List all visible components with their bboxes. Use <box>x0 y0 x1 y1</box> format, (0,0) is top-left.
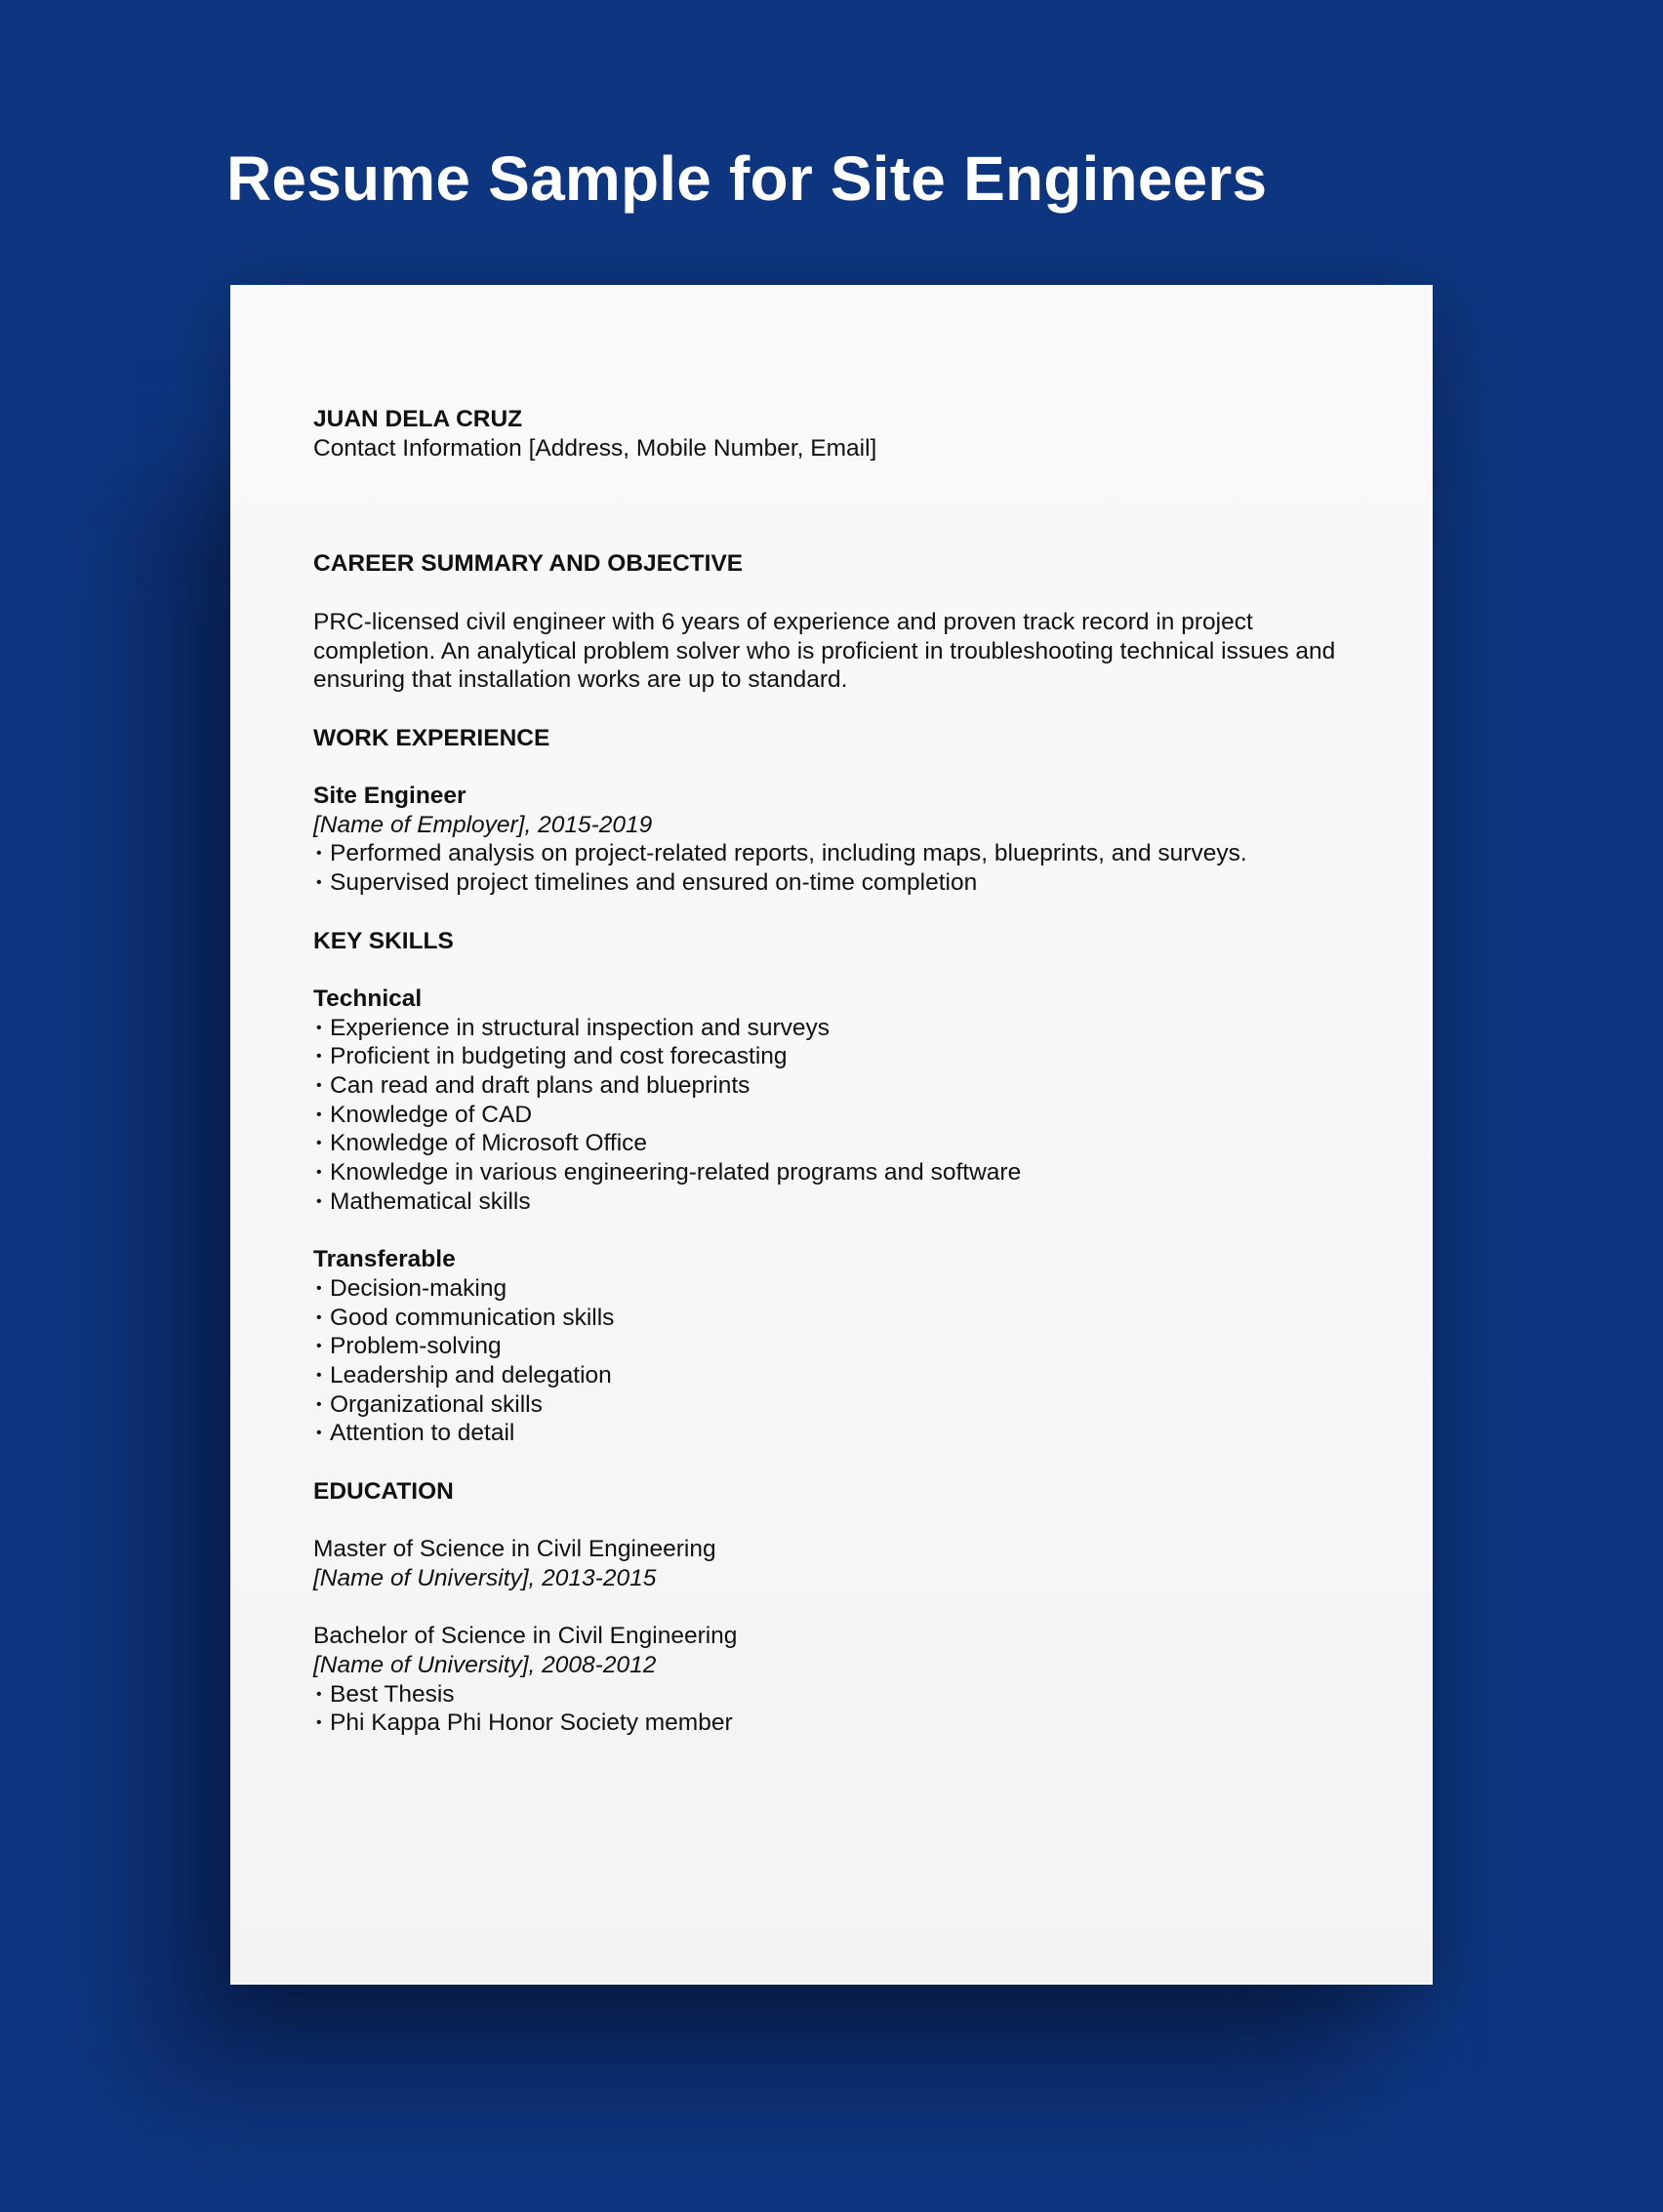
job-bullet <box>313 839 1367 868</box>
bullet-icon: • <box>316 1367 322 1385</box>
spacer <box>313 1593 1367 1623</box>
bullet-icon: • <box>316 1106 322 1123</box>
bullet-icon: • <box>316 1048 322 1066</box>
summary-line: PRC-licensed civil engineer with 6 years of experience and proven track record in project <box>313 608 1253 635</box>
bullet-icon: • <box>316 1685 322 1703</box>
bullet-icon: • <box>316 1019 322 1036</box>
job-bullet-text: Supervised project timelines and ensured on-time completion <box>330 869 978 897</box>
spacer <box>313 1217 1367 1246</box>
resume-paper <box>230 285 1433 1985</box>
skill-item <box>313 1187 1367 1217</box>
skill-item <box>313 1042 1367 1071</box>
bullet-icon: • <box>316 1279 322 1297</box>
degree-bullet <box>313 1680 1367 1709</box>
skill-group-title: Technical <box>313 985 423 1012</box>
skill-text: Problem-solving <box>330 1333 502 1360</box>
page-title: Resume Sample for Site Engineers <box>226 143 1268 214</box>
skill-item <box>313 1332 1367 1361</box>
resume-content <box>313 405 1367 1738</box>
skill-text: Decision-making <box>330 1274 507 1302</box>
section-heading-summary: CAREER SUMMARY AND OBJECTIVE <box>313 550 744 578</box>
degree-bullet-text: Phi Kappa Phi Honor Society member <box>330 1709 733 1737</box>
bullet-icon: • <box>316 845 322 863</box>
bullet-icon: • <box>316 1425 322 1442</box>
job-title: Site Engineer <box>313 783 466 810</box>
section-heading-work: WORK EXPERIENCE <box>313 724 550 751</box>
section-heading-skills: KEY SKILLS <box>313 927 454 954</box>
skill-item <box>313 1129 1367 1158</box>
degree-bullet-text: Best Thesis <box>330 1680 455 1708</box>
spacer <box>313 955 1367 985</box>
spacer <box>313 695 1367 724</box>
skill-item <box>313 1071 1367 1101</box>
skill-item <box>313 1390 1367 1420</box>
spacer <box>313 1448 1367 1477</box>
job-employer: [Name of Employer], 2015-2019 <box>313 811 653 838</box>
bullet-icon: • <box>316 1164 322 1182</box>
skill-text: Proficient in budgeting and cost forecasting <box>330 1043 788 1070</box>
skill-item <box>313 1361 1367 1390</box>
spacer <box>313 752 1367 782</box>
spacer <box>313 898 1367 927</box>
bullet-icon: • <box>316 874 322 892</box>
spacer <box>313 1507 1367 1536</box>
spacer <box>313 579 1367 608</box>
job-bullet <box>313 868 1367 898</box>
skill-item <box>313 1158 1367 1187</box>
degree-school: [Name of University], 2008-2012 <box>313 1652 657 1679</box>
skill-text: Attention to detail <box>330 1420 515 1447</box>
skill-text: Knowledge of Microsoft Office <box>330 1130 648 1157</box>
skill-text: Experience in structural inspection and surveys <box>330 1014 831 1041</box>
skill-text: Knowledge of CAD <box>330 1101 533 1128</box>
skill-item <box>313 1014 1367 1043</box>
job-bullet-text: Performed analysis on project-related reports, including maps, blueprints, and surveys. <box>330 840 1247 867</box>
skill-text: Organizational skills <box>330 1390 543 1418</box>
skill-text: Mathematical skills <box>330 1187 531 1215</box>
candidate-name: JUAN DELA CRUZ <box>313 406 523 432</box>
spacer <box>313 521 1367 550</box>
degree-bullet <box>313 1709 1367 1738</box>
degree-school: [Name of University], 2013-2015 <box>313 1564 657 1591</box>
skill-item <box>313 1274 1367 1304</box>
bullet-icon: • <box>316 1308 322 1326</box>
skill-item <box>313 1304 1367 1333</box>
skill-text: Knowledge in various engineering-related programs and software <box>330 1159 1022 1186</box>
skill-group-title: Transferable <box>313 1246 456 1273</box>
bullet-icon: • <box>316 1077 322 1095</box>
skill-text: Good communication skills <box>330 1304 615 1331</box>
summary-line: completion. An analytical problem solver who is proficient in troubleshooting technical issues and <box>313 637 1336 664</box>
summary-line: ensuring that installation works are up to standard. <box>313 666 848 694</box>
bullet-icon: • <box>316 1714 322 1732</box>
bullet-icon: • <box>316 1135 322 1152</box>
skill-text: Can read and draft plans and blueprints <box>330 1072 750 1100</box>
skill-item <box>313 1101 1367 1130</box>
skill-text: Leadership and delegation <box>330 1362 612 1389</box>
skill-item <box>313 1419 1367 1448</box>
degree-title: Master of Science in Civil Engineering <box>313 1536 716 1563</box>
spacer <box>313 463 1367 520</box>
bullet-icon: • <box>316 1192 322 1210</box>
bullet-icon: • <box>316 1338 322 1355</box>
degree-title: Bachelor of Science in Civil Engineering <box>313 1623 738 1650</box>
contact-information: Contact Information [Address, Mobile Number, Email] <box>313 434 877 462</box>
bullet-icon: • <box>316 1395 322 1413</box>
section-heading-education: EDUCATION <box>313 1477 454 1505</box>
